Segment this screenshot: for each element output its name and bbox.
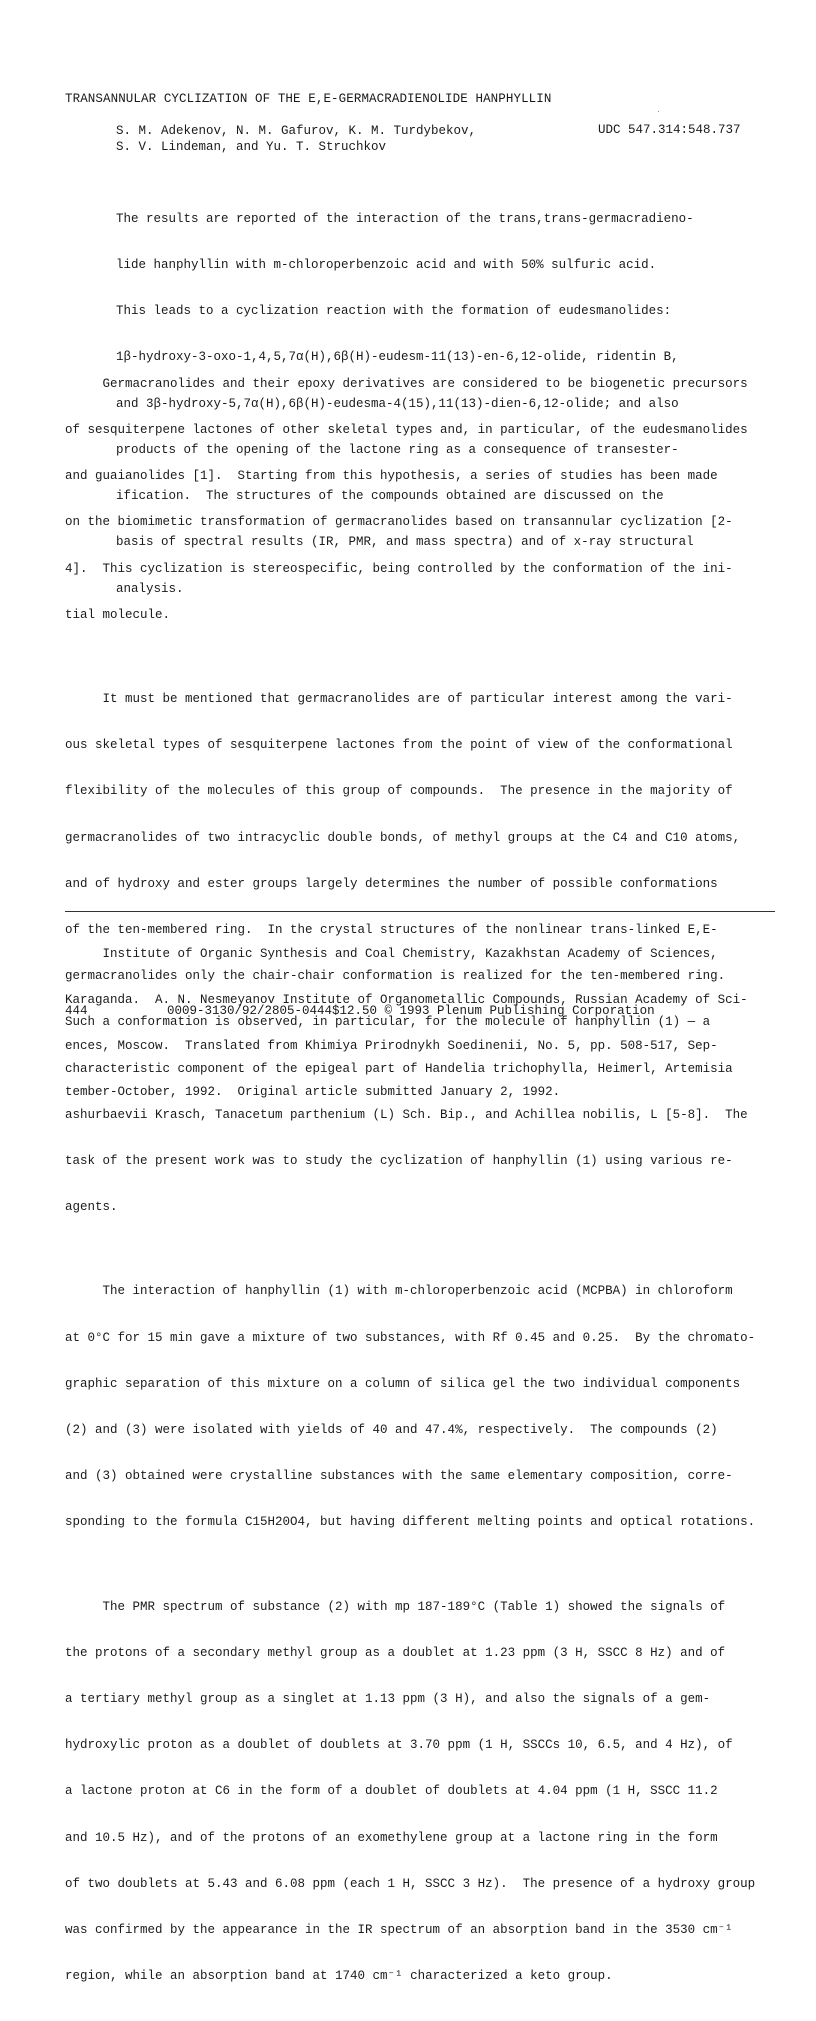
body-line: and guaianolides [1]. Starting from this hypothesis, a series of studies has been made [65,469,718,484]
footnote-line: Karaganda. A. N. Nesmeyanov Institute of Organometallic Compounds, Russian Academy of Sci- [65,993,748,1008]
abstract-line: The results are reported of the interaction of the trans,trans-germacradieno- [116,211,694,226]
abstract-line: products of the opening of the lactone ring as a consequence of transester- [116,442,679,457]
footnote-line: Institute of Organic Synthesis and Coal Chemistry, Kazakhstan Academy of Sciences, [65,946,718,961]
body-line: at 0°C for 15 min gave a mixture of two substances, with Rf 0.45 and 0.25. By the chromato- [65,1330,756,1345]
body-line: on the biomimetic transformation of germacranolides based on transannular cyclization [2- [65,515,733,530]
body-paragraph [65,1254,775,1562]
body-line: and of hydroxy and ester groups largely determines the number of possible conformations [65,876,718,891]
body-line: region, while an absorption band at 1740 cm⁻¹ characterized a keto group. [65,1969,613,1984]
body-line: (2) and (3) were isolated with yields of 40 and 47.4%, respectively. The compounds (2) [65,1423,718,1438]
abstract-line: lide hanphyllin with m-chloroperbenzoic acid and with 50% sulfuric acid. [116,258,657,273]
body-line: hydroxylic proton as a doublet of doublets at 3.70 ppm (1 H, SSCCs 10, 6.5, and 4 Hz), of [65,1738,733,1753]
body-line: agents. [65,1200,118,1215]
body-line: It must be mentioned that germacranolides are of particular interest among the vari- [65,691,733,706]
article-title: TRANSANNULAR CYCLIZATION OF THE E,E-GERMACRADIENOLIDE HANPHYLLIN [65,92,552,106]
body-line: ashurbaevii Krasch, Tanacetum parthenium (L) Sch. Bip., and Achillea nobilis, L [5-8]. The [65,1107,748,1122]
body-line: germacranolides only the chair-chair conformation is realized for the ten-membered ring. [65,969,726,984]
body-line: of the ten-membered ring. In the crystal structures of the nonlinear trans-linked E,E- [65,923,718,938]
journal-code: 0009-3130/92/2805-0444$12.50 © 1993 Plenum Publishing Corporation [167,1004,655,1018]
abstract-line: ification. The structures of the compounds obtained are discussed on the [116,489,664,504]
body-line: ous skeletal types of sesquiterpene lactones from the point of view of the conformational [65,738,733,753]
body-line: of two doublets at 5.43 and 6.08 ppm (each 1 H, SSCC 3 Hz). The presence of a hydroxy group [65,1876,756,1891]
author-line: S. V. Lindeman, and Yu. T. Struchkov [116,140,387,154]
body-line: of sesquiterpene lactones of other skeletal types and, in particular, of the eudesmanolides [65,423,748,438]
abstract-line: and 3β-hydroxy-5,7α(H),6β(H)-eudesma-4(15),11(13)-dien-6,12-olide; and also [116,396,679,411]
abstract-line: This leads to a cyclization reaction with the formation of eudesmanolides: [116,304,672,319]
abstract-line: analysis. [116,581,184,596]
speck-mark [658,111,659,112]
footnote-line: ences, Moscow. Translated from Khimiya Prirodnykh Soedinenii, No. 5, pp. 508-517, Sep- [65,1039,718,1054]
footnote-line: tember-October, 1992. Original article submitted January 2, 1992. [65,1085,561,1100]
author-list [116,123,476,155]
body-line: the protons of a secondary methyl group as a doublet at 1.23 ppm (3 H, SSCC 8 Hz) and of [65,1645,726,1660]
body-line: The PMR spectrum of substance (2) with mp 187-189°C (Table 1) showed the signals of [65,1599,726,1614]
body-paragraph [65,346,775,654]
udc-code: UDC 547.314:548.737 [598,123,741,137]
body-line: characteristic component of the epigeal part of Handelia trichophylla, Heimerl, Artemisia [65,1061,733,1076]
body-line: a tertiary methyl group as a singlet at 1.13 ppm (3 H), and also the signals of a gem- [65,1691,711,1706]
abstract-line: 1β-hydroxy-3-oxo-1,4,5,7α(H),6β(H)-eudesm-11(13)-en-6,12-olide, ridentin B, [116,350,679,365]
body-line: sponding to the formula C15H20O4, but having different melting points and optical rotations. [65,1515,756,1530]
body-line: germacranolides of two intracyclic double bonds, of methyl groups at the C4 and C10 atoms, [65,830,741,845]
page-number: 444 [65,1004,88,1018]
body-line: tial molecule. [65,607,171,622]
footnote [65,916,775,1132]
body-line: flexibility of the molecules of this group of compounds. The presence in the majority of [65,784,733,799]
body-line: a lactone proton at C6 in the form of a doublet of doublets at 4.04 ppm (1 H, SSCC 11.2 [65,1784,718,1799]
body-line: Germacranolides and their epoxy derivatives are considered to be biogenetic precursors [65,376,748,391]
body-line: task of the present work was to study the cyclization of hanphyllin (1) using various re- [65,1154,733,1169]
body-line: Such a conformation is observed, in particular, for the molecule of hanphyllin (1) — a [65,1015,711,1030]
body-line: and 10.5 Hz), and of the protons of an exomethylene group at a lactone ring in the form [65,1830,718,1845]
footnote-divider [65,911,775,912]
body-line: The interaction of hanphyllin (1) with m-chloroperbenzoic acid (MCPBA) in chloroform [65,1284,733,1299]
body-line: 4]. This cyclization is stereospecific, being controlled by the conformation of the ini- [65,561,733,576]
abstract-line: basis of spectral results (IR, PMR, and mass spectra) and of x-ray structural [116,535,694,550]
body-line: was confirmed by the appearance in the IR spectrum of an absorption band in the 3530 cm⁻¹ [65,1923,733,1938]
body-paragraph [65,1569,775,2016]
author-line: S. M. Adekenov, N. M. Gafurov, K. M. Turdybekov, [116,124,477,138]
body-line: and (3) obtained were crystalline substances with the same elementary composition, corre- [65,1469,733,1484]
body-line: graphic separation of this mixture on a column of silica gel the two individual components [65,1376,741,1391]
article-body [65,346,775,2021]
